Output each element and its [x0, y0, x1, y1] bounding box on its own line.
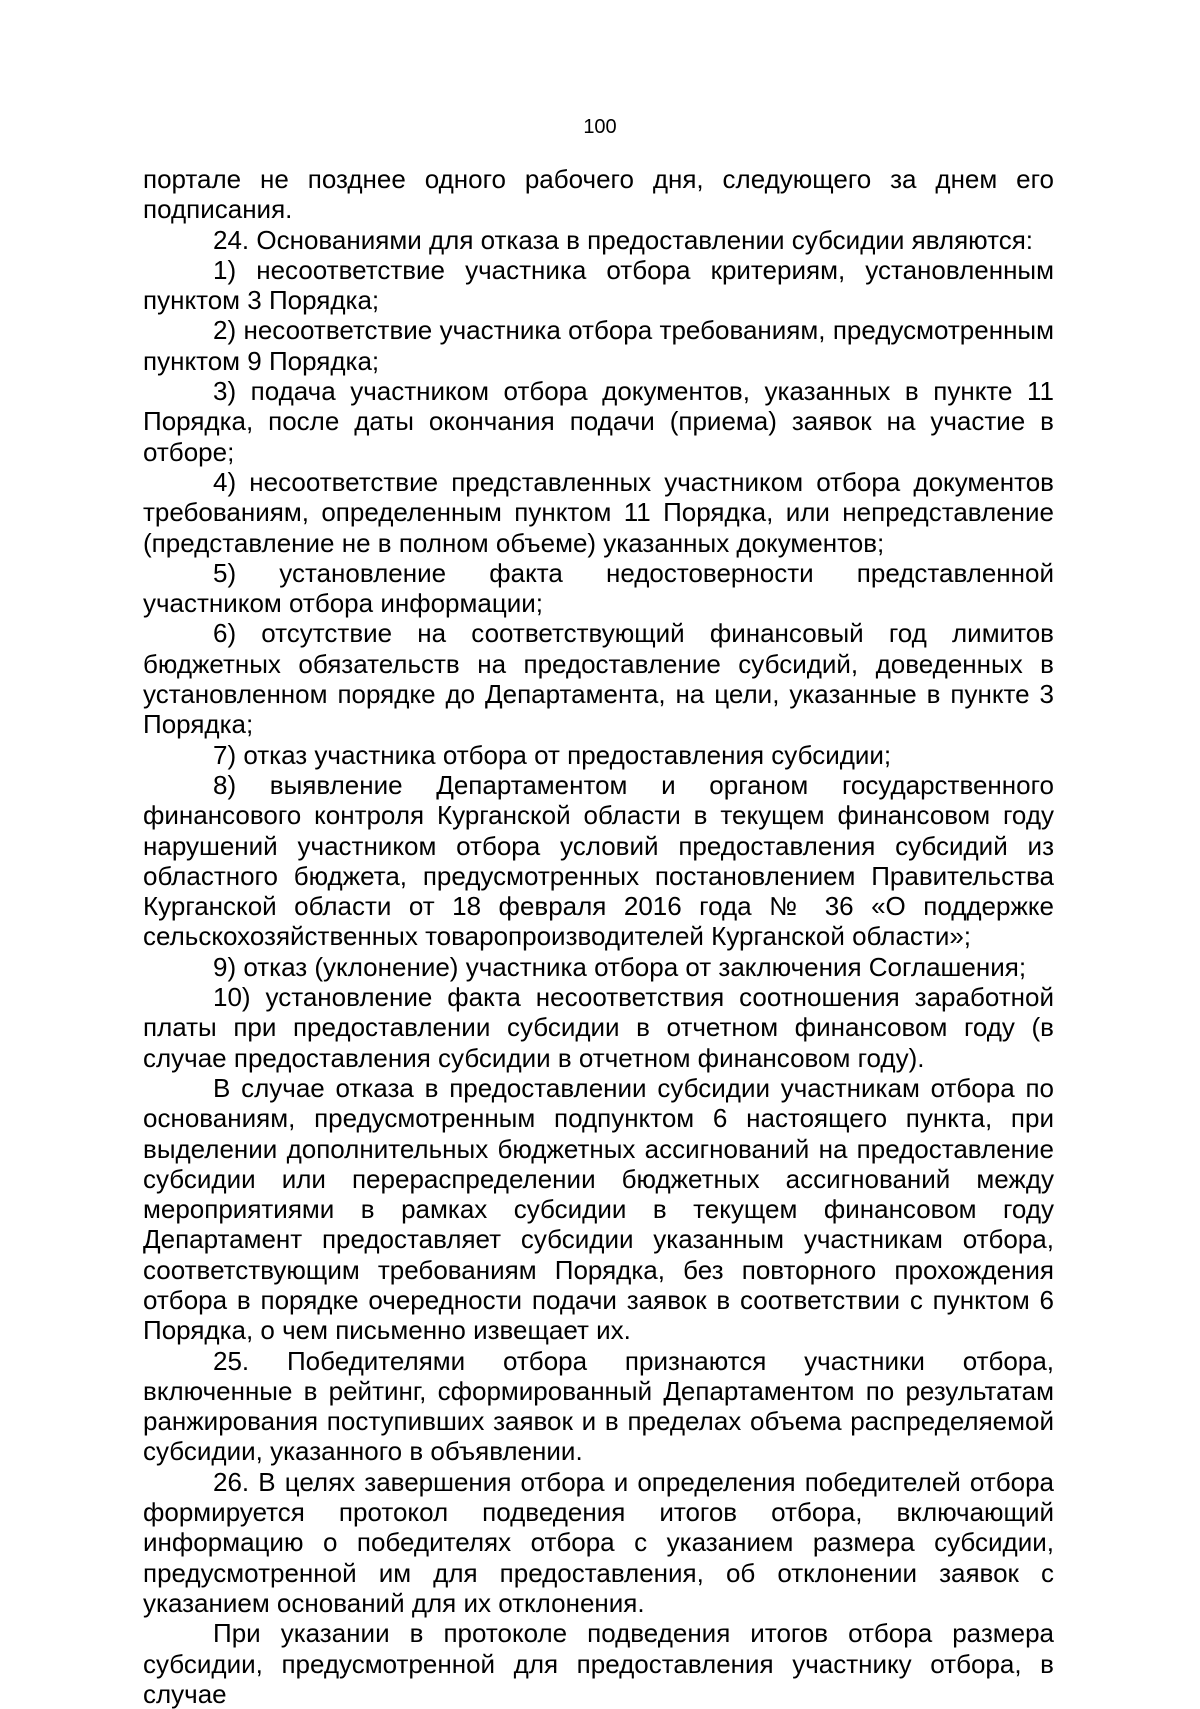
- paragraph: 3) подача участником отбора документов, указанных в пункте 11 Порядка, после даты окончания подачи (приема) заявок на участие в отборе;: [143, 376, 1054, 467]
- paragraph: портале не позднее одного рабочего дня, следующего за днем его подписания.: [143, 164, 1054, 225]
- paragraph: При указании в протоколе подведения итогов отбора размера субсидии, предусмотренной для предоставления участнику отбора, в случае: [143, 1618, 1054, 1709]
- paragraph: 4) несоответствие представленных участником отбора документов требованиям, определенным пунктом 11 Порядка, или непредставление (представление не в полном объеме) указанных документов;: [143, 466, 1054, 558]
- paragraph: 8) выявление Департаментом и органом государственного финансового контроля Курганской области в текущем финансовом году нарушений участником отбора условий предоставления субсидий из областного бюджета, предусмотренных постановлением Правительства Курганской области от 18 февраля 2016 года № 36 «О поддержке сельскохозяйственных товаропроизводителей Курганской области»;: [143, 769, 1054, 952]
- paragraph: 9) отказ (уклонение) участника отбора от заключения Соглашения;: [213, 951, 1027, 982]
- page-number: 100: [583, 116, 617, 138]
- document-body: [143, 164, 1054, 1709]
- paragraph: 26. В целях завершения отбора и определения победителей отбора формируется протокол подведения итогов отбора, включающий информацию о победителях отбора с указанием размера субсидии, предусмотренной им для предоставления, об отклонении заявок с указанием оснований для их отклонения.: [143, 1466, 1054, 1618]
- paragraph: 10) установление факта несоответствия соотношения заработной платы при предоставлении субсидии в отчетном финансовом году (в случае предоставления субсидии в отчетном финансовом году).: [143, 982, 1054, 1073]
- paragraph: 24. Основаниями для отказа в предоставлении субсидии являются:: [213, 224, 1034, 255]
- paragraph: 6) отсутствие на соответствующий финансовый год лимитов бюджетных обязательств на предоставление субсидий, доведенных в установленном порядке до Департамента, на цели, указанные в пункте 3 Порядка;: [143, 618, 1054, 740]
- paragraph: 5) установление факта недостоверности представленной участником отбора информации;: [143, 557, 1054, 619]
- paragraph: 2) несоответствие участника отбора требованиям, предусмотренным пунктом 9 Порядка;: [143, 315, 1054, 376]
- paragraph: 25. Победителями отбора признаются участники отбора, включенные в рейтинг, сформированный Департаментом по результатам ранжирования поступивших заявок и в пределах объема распределяемой субсидии, указанного в объявлении.: [143, 1345, 1054, 1467]
- paragraph: 1) несоответствие участника отбора критериям, установленным пунктом 3 Порядка;: [143, 254, 1054, 316]
- paragraph: В случае отказа в предоставлении субсидии участникам отбора по основаниям, предусмотренным подпунктом 6 настоящего пункта, при выделении дополнительных бюджетных ассигнований на предоставление субсидии или перераспределении бюджетных ассигнований между мероприятиями в рамках субсидии в текущем финансовом году Департамент предоставляет субсидии указанным участникам отбора, соответствующим требованиям Порядка, без повторного прохождения отбора в порядке очередности подачи заявок в соответствии с пунктом 6 Порядка, о чем письменно извещает их.: [143, 1072, 1054, 1346]
- paragraph: 7) отказ участника отбора от предоставления субсидии;: [213, 739, 892, 770]
